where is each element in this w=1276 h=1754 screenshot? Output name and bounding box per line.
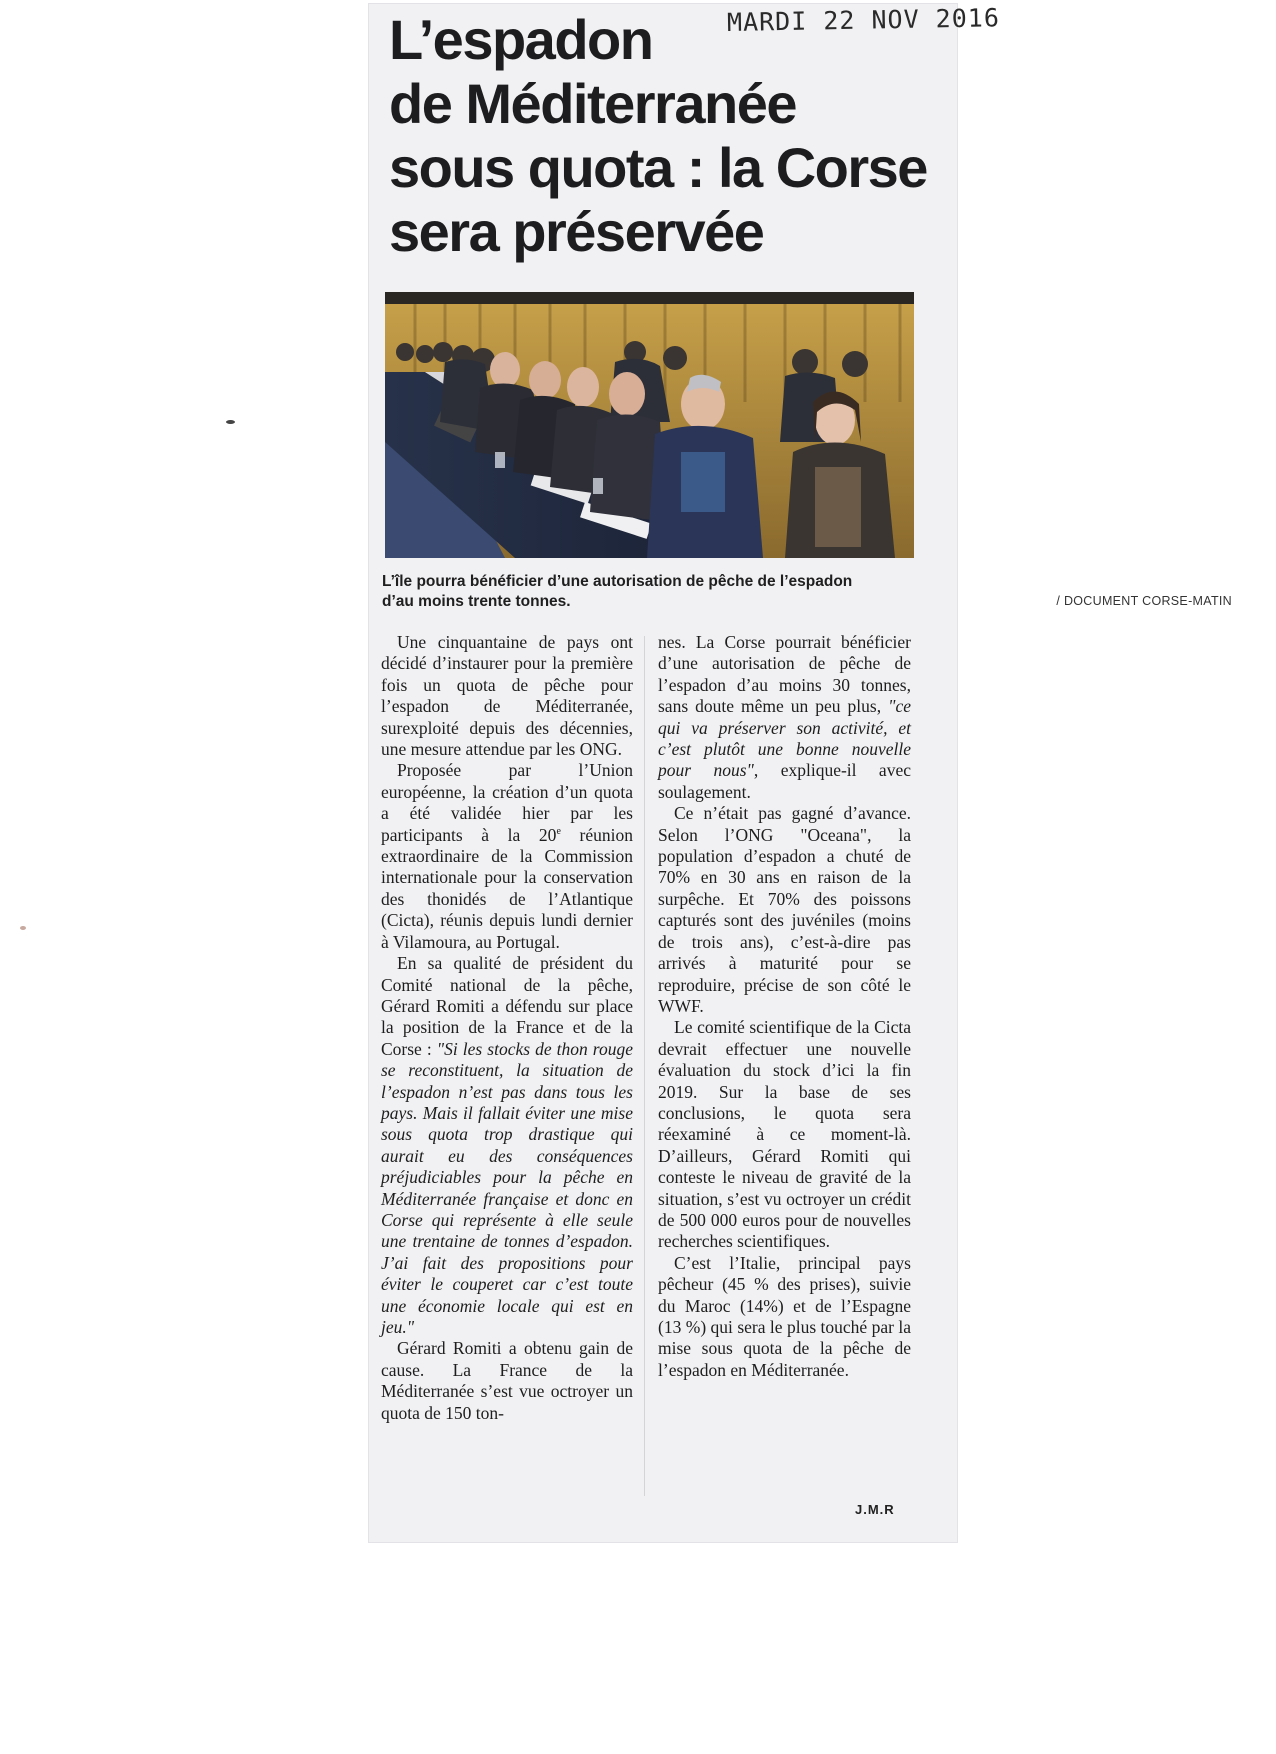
- headline-line: L’espadon: [389, 8, 653, 71]
- headline: [389, 8, 929, 264]
- ordinal-suffix: e: [556, 825, 561, 837]
- paragraph: Une cinquantaine de pays ont décidé d’instaurer pour la première fois un quota de pêche pour l’espadon de Méditerranée, surexploité depuis des décennies, une mesure attendue par les ONG.: [381, 632, 633, 760]
- paragraph: Ce n’était pas gagné d’avance. Selon l’ONG "Oceana", la population d’espadon a chuté de 70% en 30 ans en raison de la surpêche. Et 70% des poissons capturés sont des juvéniles (moins de trois ans), c’est-à-dire pas arrivés à maturité pour se reproduire, précise de son côté le WWF.: [658, 803, 911, 1016]
- paragraph: [381, 953, 633, 1338]
- article-column-right: [658, 632, 911, 1381]
- paragraph: Le comité scientifique de la Cicta devrait effectuer une nouvelle évaluation du stock d’ici la fin 2019. Sur la base de ses conclusions, le quota sera réexaminé à ce moment-là. D’ailleurs, Gérard Romiti qui conteste le niveau de gravité de la situation, s’est vu octroyer un crédit de 500 000 euros pour de nouvelles recherches scientifiques.: [658, 1017, 911, 1252]
- caption-line: d’au moins trente tonnes.: [382, 593, 571, 610]
- meeting-photo: [385, 292, 914, 558]
- handwritten-date: MARDI 22 NOV 2016: [726, 3, 1001, 38]
- column-divider: [644, 636, 645, 1496]
- paragraph-text: réunion extraordinaire de la Commission internationale pour la conservation des thonidés de l’Atlantique (Cicta), réunis depuis lundi dernier à Vilamoura, au Portugal.: [381, 824, 633, 952]
- scan-speck: [226, 420, 235, 424]
- meeting-photo-icon: [385, 292, 914, 558]
- paragraph: [381, 760, 633, 953]
- paragraph: [658, 632, 911, 803]
- paragraph-text: nes. La Corse pourrait bénéficier d’une autorisation de pêche de l’espadon d’au moins 30 tonnes, sans doute même un peu plus,: [658, 632, 911, 717]
- photo-credit: / DOCUMENT CORSE-MATIN: [1056, 594, 1232, 608]
- quote-text: "ce qui va préserver son activité, et c’est plutôt une bonne nouvelle pour nous": [658, 696, 911, 781]
- headline-line: de Méditerranée: [389, 72, 796, 135]
- headline-line: sous quota : la Corse: [389, 136, 927, 199]
- caption-line: L’île pourra bénéficier d’une autorisation de pêche de l’espadon: [382, 573, 853, 590]
- headline-line: sera préservée: [389, 200, 764, 263]
- paragraph: Gérard Romiti a obtenu gain de cause. La France de la Méditerranée s’est vue octroyer un quota de 150 ton-: [381, 1338, 633, 1423]
- article-column-left: [381, 632, 633, 1424]
- paragraph-text: Proposée par l’Union européenne, la création d’un quota a été validée hier par les participants à la 20: [381, 760, 633, 845]
- quote-text: "Si les stocks de thon rouge se reconstituent, la situation de l’espadon n’est pas dans tous les pays. Mais il fallait éviter une mise sous quota trop drastique qui aurait eu des conséquences préjudiciables pour la pêche en Méditerranée française et donc en Corse qui représente à elle seule une trentaine de tonnes d’espadon. J’ai fait des propositions pour éviter le couperet car c’est toute une économie locale qui est en jeu.": [381, 1038, 633, 1337]
- photo-caption: [382, 572, 914, 612]
- author-signature: J.M.R: [855, 1502, 895, 1517]
- paragraph: C’est l’Italie, principal pays pêcheur (45 % des prises), suivie du Maroc (14%) et de l’Espagne (13 %) qui sera le plus touché par la mise sous quota de la pêche de l’espadon en Méditerranée.: [658, 1252, 911, 1380]
- paragraph-text: En sa qualité de président du Comité national de la pêche, Gérard Romiti a défendu sur place la position de la France et de la Corse :: [381, 953, 633, 1059]
- scan-speck: [20, 926, 26, 930]
- paragraph-text: , explique-il avec soulagement.: [658, 760, 911, 802]
